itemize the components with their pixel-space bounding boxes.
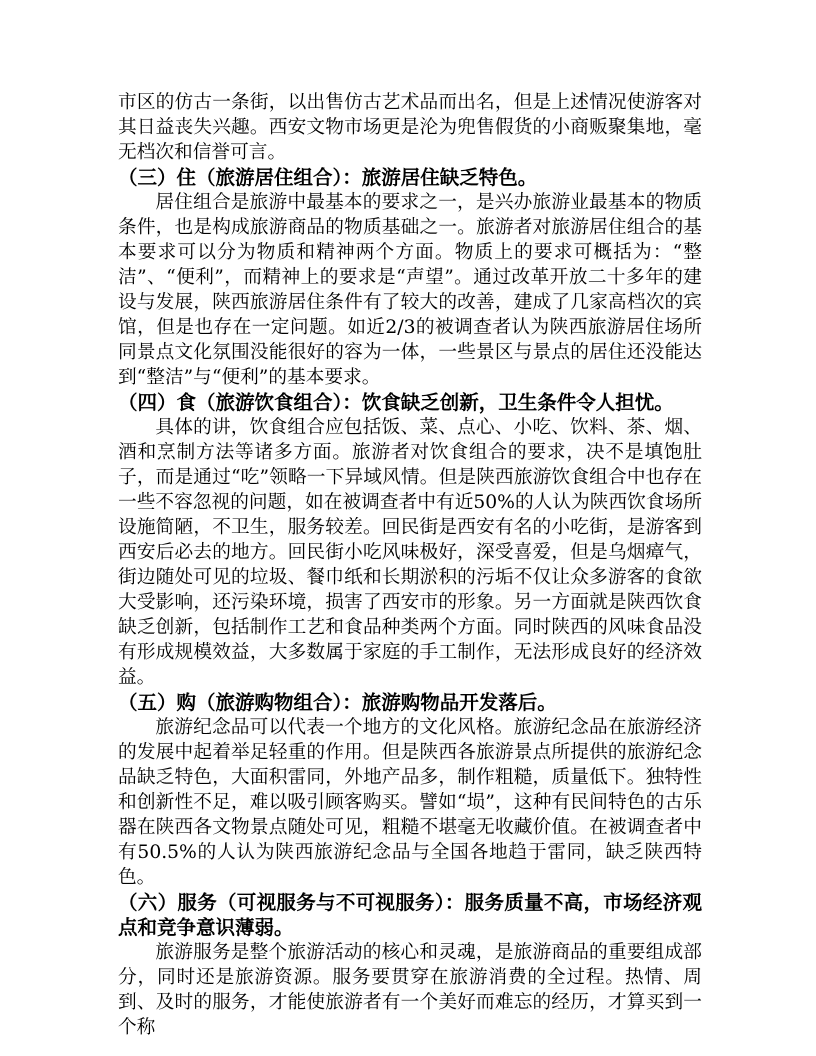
paragraph: 居住组合是旅游中最基本的要求之一，是兴办旅游业最基本的物质条件，也是构成旅游商品的物质基础之一。旅游者对旅游居住组合的基本要求可以分为物质和精神两个方面。物质上的要求可概括为：“整洁”、“便利”，而精神上的要求是“声望”。通过改革开放二十多年的建设与发展，陕西旅游居住条件有了较大的改善，建成了几家高档次的宾馆，但是也存在一定问题。如近2/3的被调查者认为陕西旅游居住场所同景点文化氛围没能很好的容为一体，一些景区与景点的居住还没能达到“整洁”与“便利”的基本要求。 <box>118 192 702 388</box>
section-heading: （三）住（旅游居住组合）：旅游居住缺乏特色。 <box>118 166 538 189</box>
section-heading: （六）服务（可视服务与不可视服务）：服务质量不高，市场经济观点和竞争意识薄弱。 <box>118 891 702 939</box>
paragraph: 具体的讲，饮食组合应包括饭、菜、点心、小吃、饮料、茶、烟、酒和烹制方法等诸多方面。旅游者对饮食组合的要求，决不是填饱肚子，而是通过“吃”领略一下异域风情。但是陕西旅游饮食组合中也存在一些不容忽视的问题，如在被调查者中有近50%的人认为陕西饮食场所设施简陋，不卫生，服务较差。回民街是西安有名的小吃街，是游客到西安后必去的地方。回民街小吃风味极好，深受喜爱，但是乌烟瘴气，街边随处可见的垃圾、餐巾纸和长期淤积的污垢不仅让众多游客的食欲大受影响，还污染环境，损害了西安市的形象。另一方面就是陕西饮食缺乏创新，包括制作工艺和食品种类两个方面。同时陕西的风味食品没有形成规模效益，大多数属于家庭的手工制作，无法形成良好的经济效益。 <box>118 417 702 688</box>
document-content <box>118 90 702 1040</box>
paragraph: 市区的仿古一条街，以出售仿古艺术品而出名，但是上述情况使游客对其日益丧失兴趣。西安文物市场更是沦为兜售假货的小商贩聚集地，毫无档次和信誉可言。 <box>118 92 702 163</box>
section-heading: （五）购（旅游购物组合）：旅游购物品开发落后。 <box>118 691 557 714</box>
section-heading: （四）食（旅游饮食组合）：饮食缺乏创新，卫生条件令人担忧。 <box>118 391 674 414</box>
paragraph: 旅游服务是整个旅游活动的核心和灵魂，是旅游商品的重要组成部分，同时还是旅游资源。服务要贯穿在旅游消费的全过程。热情、周到、及时的服务，才能使旅游者有一个美好而难忘的经历，才算买到一个称 <box>118 942 702 1038</box>
paragraph: 旅游纪念品可以代表一个地方的文化风格。旅游纪念品在旅游经济的发展中起着举足轻重的作用。但是陕西各旅游景点所提供的旅游纪念品缺乏特色，大面积雷同，外地产品多，制作粗糙，质量低下。独特性和创新性不足，难以吸引顾客购买。譬如“埙”，这种有民间特色的古乐器在陕西各文物景点随处可见，粗糙不堪毫无收藏价值。在被调查者中有50.5%的人认为陕西旅游纪念品与全国各地趋于雷同，缺乏陕西特色。 <box>118 717 702 888</box>
